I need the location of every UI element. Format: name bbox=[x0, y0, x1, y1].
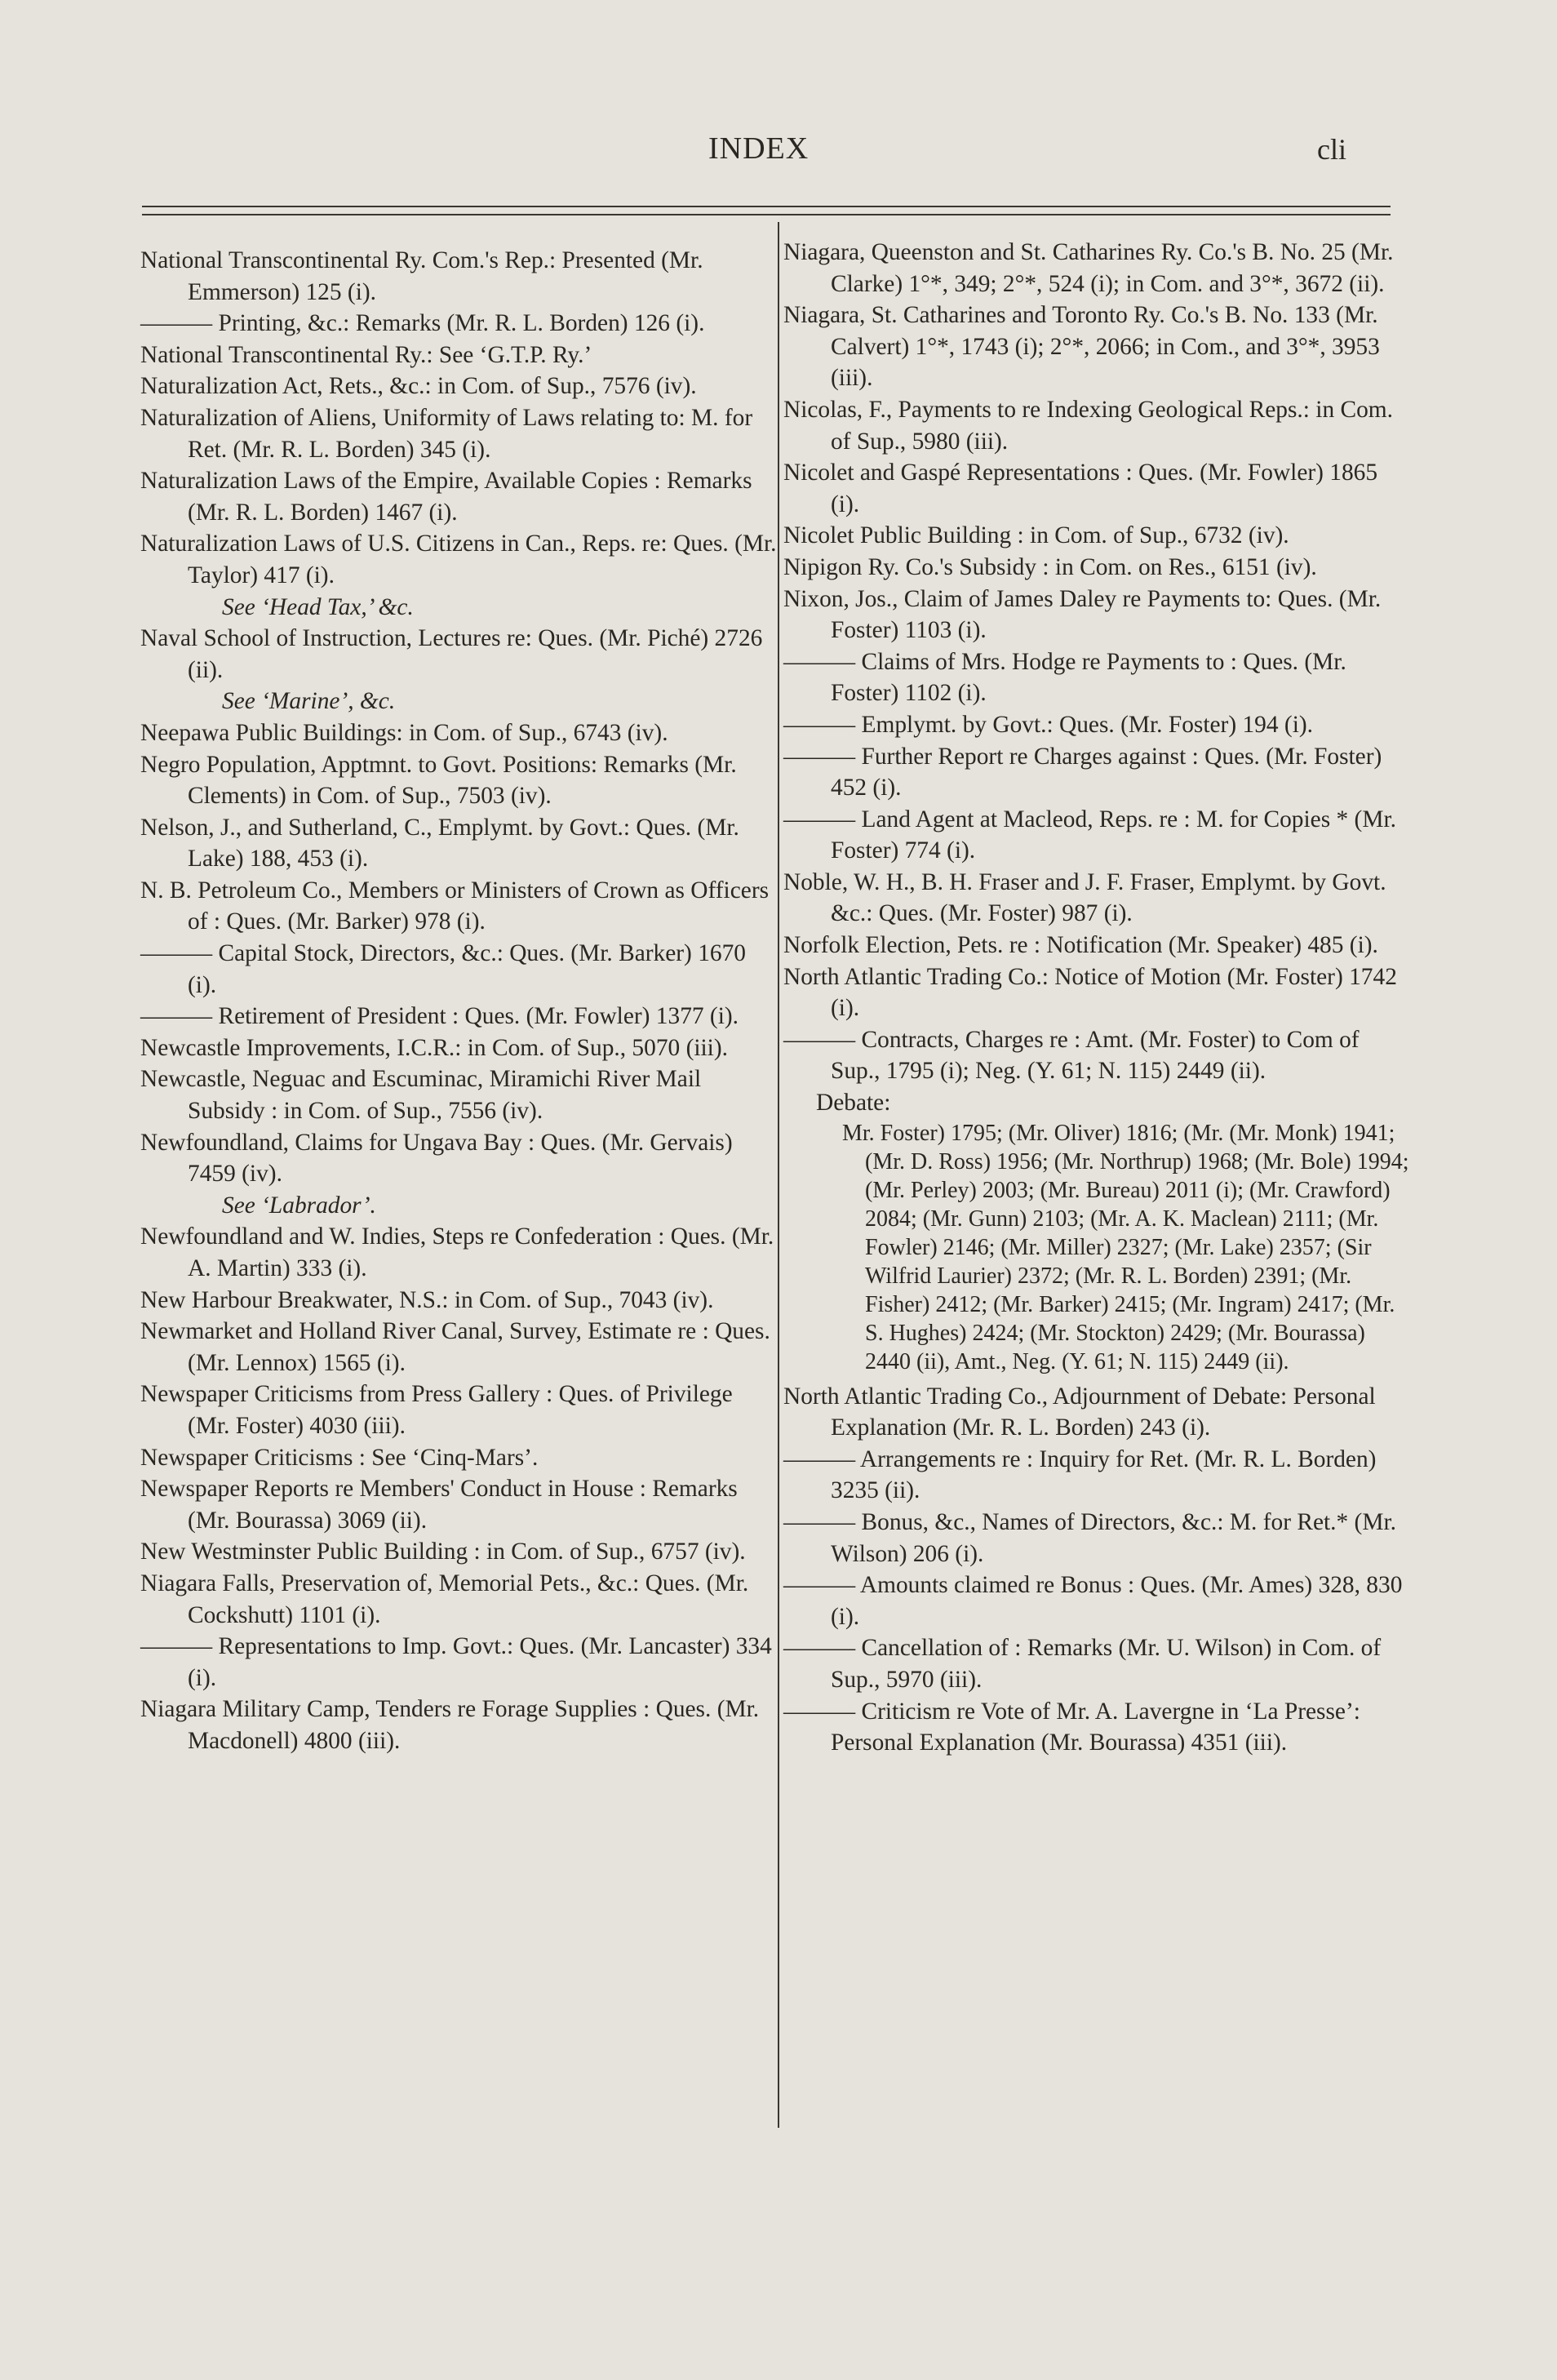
index-entry: Nicolet and Gaspé Representations : Ques. (Mr. Fowler) 1865 (i). bbox=[783, 460, 1378, 517]
index-entry: Nipigon Ry. Co.'s Subsidy : in Com. on Res., 6151 (iv). bbox=[783, 553, 1317, 580]
index-subentry: ——— Claims of Mrs. Hodge re Payments to : Ques. (Mr. Foster) 1102 (i). bbox=[783, 648, 1346, 707]
index-entry: North Atlantic Trading Co., Adjournment of Debate: Personal Explanation (Mr. R. L. Borden) 243 (i). bbox=[783, 1383, 1376, 1441]
index-entry: Norfolk Election, Pets. re : Notification (Mr. Speaker) 485 (i). bbox=[783, 932, 1378, 959]
index-subentry: ——— Retirement of President : Ques. (Mr. Fowler) 1377 (i). bbox=[140, 1003, 739, 1030]
index-entry: Nelson, J., and Sutherland, C., Emplymt. by Govt.: Ques. (Mr. Lake) 188, 453 (i). bbox=[140, 814, 739, 873]
index-subentry: ——— Bonus, &c., Names of Directors, &c.: M. for Ret.* (Mr. Wilson) 206 (i). bbox=[783, 1509, 1396, 1567]
page-title: INDEX bbox=[708, 131, 810, 166]
index-entry: North Atlantic Trading Co.: Notice of Motion (Mr. Foster) 1742 (i). bbox=[783, 963, 1397, 1022]
debate-references: Mr. Foster) 1795; (Mr. Oliver) 1816; (Mr. (Mr. Monk) 1941; (Mr. D. Ross) 1956; (Mr. Northrup) 1968; (Mr. Bole) 1994; (Mr. Perley) 2003; (Mr. Bureau) 2011 (i); (Mr. Crawford) 2084; (Mr. Gunn) 2103; (Mr. A. K. Maclean) 2111; (Mr. Fowler) 2146; (Mr. Miller) 2327; (Mr. Lake) 2357; (Sir Wilfrid Laurier) 2372; (Mr. R. L. Borden) 2391; (Mr. Fisher) 2412; (Mr. Barker) 2415; (Mr. Ingram) 2417; (Mr. S. Hughes) 2424; (Mr. Stockton) 2429; (Mr. Bourassa) 2440 (ii), Amt., Neg. (Y. 61; N. 115) 2449 (ii). bbox=[842, 1120, 1409, 1374]
index-entry: Naturalization Act, Rets., &c.: in Com. of Sup., 7576 (iv). bbox=[140, 373, 697, 400]
index-entry: Niagara, St. Catharines and Toronto Ry. Co.'s B. No. 133 (Mr. Calvert) 1°*, 1743 (i); 2°*, 2066; in Com., and 3°*, 3953 (iii). bbox=[783, 302, 1380, 392]
see-also-reference: See ‘Head Tax,’ &c. bbox=[222, 593, 414, 620]
index-subentry: ——— Further Report re Charges against : Ques. (Mr. Foster) 452 (i). bbox=[783, 743, 1382, 801]
index-subentry: ——— Land Agent at Macleod, Reps. re : M. for Copies * (Mr. Foster) 774 (i). bbox=[783, 806, 1396, 864]
index-entry: N. B. Petroleum Co., Members or Ministers of Crown as Officers of : Ques. (Mr. Barker) 978 (i). bbox=[140, 877, 770, 935]
index-subentry: ——— Emplymt. by Govt.: Ques. (Mr. Foster) 194 (i). bbox=[783, 711, 1314, 738]
index-entry: Niagara Falls, Preservation of, Memorial Pets., &c.: Ques. (Mr. Cockshutt) 1101 (i). bbox=[140, 1570, 749, 1628]
index-subentry: ——— Criticism re Vote of Mr. A. Lavergne in ‘La Presse’: Personal Explanation (Mr. Bourassa) 4351 (iii). bbox=[783, 1698, 1360, 1756]
see-also-reference: See ‘Labrador’. bbox=[222, 1192, 376, 1219]
index-entry: Negro Population, Apptmnt. to Govt. Positions: Remarks (Mr. Clements) in Com. of Sup., 7503 (iv). bbox=[140, 751, 737, 810]
index-subentry: ——— Cancellation of : Remarks (Mr. U. Wilson) in Com. of Sup., 5970 (iii). bbox=[783, 1635, 1382, 1693]
index-entry: Newspaper Reports re Members' Conduct in House : Remarks (Mr. Bourassa) 3069 (ii). bbox=[140, 1476, 738, 1534]
index-entry: Newmarket and Holland River Canal, Survey, Estimate re : Ques. (Mr. Lennox) 1565 (i). bbox=[140, 1318, 770, 1376]
index-entry: Naturalization Laws of the Empire, Available Copies : Remarks (Mr. R. L. Borden) 1467 (i). bbox=[140, 468, 752, 526]
index-entry: Newcastle, Neguac and Escuminac, Miramichi River Mail Subsidy : in Com. of Sup., 7556 (iv). bbox=[140, 1066, 702, 1125]
index-subentry: ——— Capital Stock, Directors, &c.: Ques. (Mr. Barker) 1670 (i). bbox=[140, 940, 746, 998]
index-entry: Newfoundland, Claims for Ungava Bay : Ques. (Mr. Gervais) 7459 (iv). bbox=[140, 1129, 733, 1188]
index-subentry: ——— Arrangements re : Inquiry for Ret. (Mr. R. L. Borden) 3235 (ii). bbox=[783, 1445, 1377, 1504]
index-entry: Naval School of Instruction, Lectures re: Ques. (Mr. Piché) 2726 (ii). bbox=[140, 625, 763, 683]
index-subentry: ——— Printing, &c.: Remarks (Mr. R. L. Borden) 126 (i). bbox=[140, 310, 705, 337]
header-rule-secondary bbox=[142, 214, 1391, 215]
header-rule bbox=[142, 206, 1391, 207]
see-also-reference: See ‘Marine’, &c. bbox=[222, 688, 396, 715]
page-number: cli bbox=[1317, 133, 1346, 166]
debate-label: Debate: bbox=[816, 1090, 891, 1117]
index-entry: Nicolas, F., Payments to re Indexing Geological Reps.: in Com. of Sup., 5980 (iii). bbox=[783, 396, 1394, 455]
index-subentry: ——— Representations to Imp. Govt.: Ques. (Mr. Lancaster) 334 (i). bbox=[140, 1633, 772, 1691]
index-subentry: ——— Amounts claimed re Bonus : Ques. (Mr. Ames) 328, 830 (i). bbox=[783, 1572, 1403, 1630]
index-entry: National Transcontinental Ry.: See ‘G.T.P. Ry.’ bbox=[140, 341, 592, 368]
index-entry: Newspaper Criticisms : See ‘Cinq-Mars’. bbox=[140, 1444, 539, 1471]
index-entry: Naturalization Laws of U.S. Citizens in Can., Reps. re: Ques. (Mr. Taylor) 417 (i). bbox=[140, 531, 777, 588]
index-entry: National Transcontinental Ry. Com.'s Rep.: Presented (Mr. Emmerson) 125 (i). bbox=[140, 247, 703, 305]
index-entry: Naturalization of Aliens, Uniformity of Laws relating to: M. for Ret. (Mr. R. L. Borden) 345 (i). bbox=[140, 404, 753, 463]
index-entry: Niagara, Queenston and St. Catharines Ry. Co.'s B. No. 25 (Mr. Clarke) 1°*, 349; 2°*, 524 (i); in Com. and 3°*, 3672 (ii). bbox=[783, 239, 1394, 297]
index-entry: Newcastle Improvements, I.C.R.: in Com. of Sup., 5070 (iii). bbox=[140, 1034, 728, 1061]
index-subentry: ——— Contracts, Charges re : Amt. (Mr. Foster) to Com of Sup., 1795 (i); Neg. (Y. 61; N. 115) 2449 (ii). bbox=[783, 1026, 1360, 1085]
index-entry: Nicolet Public Building : in Com. of Sup., 6732 (iv). bbox=[783, 522, 1289, 549]
left-column bbox=[140, 245, 777, 1757]
index-entry: New Westminster Public Building : in Com. of Sup., 6757 (iv). bbox=[140, 1539, 746, 1565]
right-column bbox=[783, 237, 1412, 1759]
index-entry: Newfoundland and W. Indies, Steps re Confederation : Ques. (Mr. A. Martin) 333 (i). bbox=[140, 1223, 774, 1281]
index-entry: Nixon, Jos., Claim of James Daley re Payments to: Ques. (Mr. Foster) 1103 (i). bbox=[783, 585, 1382, 644]
index-entry: Niagara Military Camp, Tenders re Forage Supplies : Ques. (Mr. Macdonell) 4800 (iii). bbox=[140, 1696, 760, 1754]
index-entry: Newspaper Criticisms from Press Gallery : Ques. of Privilege (Mr. Foster) 4030 (iii). bbox=[140, 1381, 733, 1439]
index-entry: New Harbour Breakwater, N.S.: in Com. of Sup., 7043 (iv). bbox=[140, 1286, 714, 1313]
column-divider bbox=[778, 222, 779, 2128]
index-entry: Neepawa Public Buildings: in Com. of Sup., 6743 (iv). bbox=[140, 719, 668, 746]
index-entry: Noble, W. H., B. H. Fraser and J. F. Fraser, Emplymt. by Govt. &c.: Ques. (Mr. Foster) 987 (i). bbox=[783, 868, 1386, 927]
